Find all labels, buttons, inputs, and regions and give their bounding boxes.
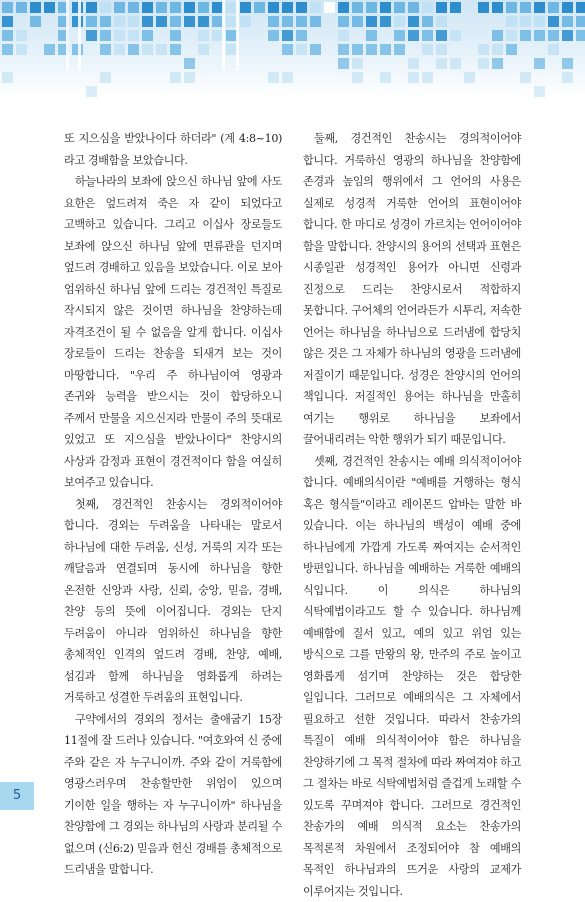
mosaic-tile: [408, 58, 419, 69]
mosaic-tile: [436, 30, 447, 41]
mosaic-tile: [436, 58, 447, 69]
mosaic-tile: [562, 72, 573, 83]
mosaic-tile: [184, 16, 195, 27]
mosaic-tile: [212, 2, 223, 13]
mosaic-tile: [450, 30, 461, 41]
paragraph: 하늘나라의 보좌에 앉으신 하나님 앞에 사도 요한은 엎드려져 죽은 자 같이 되었다고 고백하고 있습니다. 그리고 이십사 장로들도 보좌에 앉으신 하나님 앞에 면류관을 던지며 엎드려 경배하고 있음을 보았습니다. 이로 보아 엄위하신 하나님 앞에 드리는 경건적인 특질로 작시되지 않은 것이면 하나님을 찬양하는데 자격조건이 될 수 없음을 알게 합니다. 이십사 장로들이 드리는 찬송을 되새겨 보는 것이 마땅합니다. "우리 주 하나님이여 영광과 존귀와 능력을 받으시는 것이 합당하오니 주께서 만물을 지으신지라 만물이 주의 뜻대로 있었고 또 지으심을 받았나이다" 찬양시의 사상과 감정과 표현이 경건적이다 함을 여실히 보여주고 있습니다.: [64, 171, 282, 494]
mosaic-tile: [380, 72, 391, 83]
mosaic-tile: [2, 16, 13, 27]
mosaic-tile: [534, 58, 545, 69]
mosaic-tile: [128, 30, 139, 41]
mosaic-tile: [506, 2, 517, 13]
mosaic-tile: [310, 2, 321, 13]
mosaic-tile: [478, 58, 489, 69]
mosaic-tile: [142, 2, 153, 13]
mosaic-tile: [380, 2, 391, 13]
left-column: [64, 128, 282, 881]
mosaic-tile: [506, 44, 517, 55]
mosaic-tile: [534, 2, 545, 13]
mosaic-tile: [282, 16, 293, 27]
mosaic-tile: [324, 2, 335, 13]
banner-stripe: [236, 0, 239, 70]
mosaic-tile: [114, 2, 125, 13]
mosaic-tile: [394, 2, 405, 13]
mosaic-tile: [156, 2, 167, 13]
mosaic-tile: [422, 16, 433, 27]
mosaic-tile: [254, 2, 265, 13]
mosaic-tile: [506, 30, 517, 41]
mosaic-tile: [562, 30, 573, 41]
mosaic-tile: [492, 58, 503, 69]
mosaic-tile: [548, 44, 559, 55]
mosaic-tile: [44, 2, 55, 13]
mosaic-tile: [156, 16, 167, 27]
mosaic-tile: [352, 16, 363, 27]
mosaic-tile: [16, 44, 27, 55]
mosaic-tile: [212, 30, 223, 41]
mosaic-tile: [310, 16, 321, 27]
mosaic-tile: [562, 2, 573, 13]
mosaic-tile: [366, 2, 377, 13]
mosaic-tile: [352, 58, 363, 69]
mosaic-tile: [184, 2, 195, 13]
mosaic-tile: [282, 2, 293, 13]
mosaic-tile: [142, 44, 153, 55]
paragraph: 구약에서의 경외의 정서는 출애굽기 15장 11절에 잘 드러나 있습니다. "여호와여 신 중에 주와 같은 자 누구니이까. 주와 같이 거룩함에 영광스러우며 찬송할만한 위엄이 있으며 기이한 일을 행하는 자 누구니이까" 하나님을 찬양함에 그 경외는 하나님의 사랑과 분리될 수 없으며 (신6:2) 믿음과 헌신 경배를 총체적으로 드리냄을 말합니다.: [64, 709, 282, 881]
mosaic-tile: [198, 2, 209, 13]
banner-stripe: [66, 0, 69, 70]
mosaic-tile: [86, 2, 97, 13]
mosaic-tile: [408, 30, 419, 41]
mosaic-tile: [296, 2, 307, 13]
mosaic-tile: [562, 16, 573, 27]
paragraph: 첫째, 경건적인 찬송시는 경외적이어야 합니다. 경외는 두려움을 나타내는 말로서 하나님에 대한 두려움, 신성, 거룩의 지각 또는 깨달음과 연결되며 동시에 하나님을 향한 온전한 신앙과 사랑, 신뢰, 숭앙, 믿음, 경배, 찬양 등의 뜻에 이어집니다. 경외는 단지 두려움이 아니라 엄위하신 하나님을 향한 총체적인 인격의 엎드려 경배, 찬양, 예배, 섬김과 함께 하나님을 영화롭게 하려는 거룩하고 성결한 두려움의 표현입니다.: [64, 494, 282, 709]
paragraph: 셋째, 경건적인 찬송시는 예배 의식적이어야 합니다. 예배의식이란 "예배를 거행하는 형식 혹은 형식들"이라고 레이몬드 압바는 말한 바 있습니다. 이는 하나님의 백성이 예배 중에 하나님에게 가깝게 가도록 짜여지는 순서적인 방편입니다. 하나님을 예배하는 거룩한 예배의 식입니다. 이 의식은 하나님의 식탁예법이라고도 할 수 있습니다. 하나님께 예배함에 질서 있고, 예의 있고 위엄 있는 방식으로 그를 만왕의 왕, 만주의 주로 높이고 영화롭게 섬기며 찬양하는 것은 합당한 일입니다. 그러므로 예배의식은 그 자체에서 필요하고 선한 것입니다. 따라서 찬송가의 특질이 예배 의식적이어야 함은 하나님을 찬양하기에 그 목적 절차에 따라 짜여져야 하고 그 절차는 바로 식탁예법처럼 즐겁게 노래할 수 있도록 꾸며져야 합니다. 그러므로 경건적인 찬송가의 예배 의식적 요소는 찬송가의 목적론적 차원에서 조정되어야 참 예배의 목적인 하나님과의 뜨거운 사랑의 교제가 이루어지는 것입니다.: [303, 451, 521, 902]
mosaic-tile: [30, 2, 41, 13]
mosaic-tile: [352, 44, 363, 55]
mosaic-tile: [16, 2, 27, 13]
mosaic-tile: [520, 72, 531, 83]
mosaic-tile: [128, 2, 139, 13]
mosaic-tile: [548, 30, 559, 41]
mosaic-tile: [226, 2, 237, 13]
mosaic-tile: [520, 16, 531, 27]
mosaic-tile: [394, 16, 405, 27]
mosaic-tile: [2, 30, 13, 41]
mosaic-tile: [268, 2, 279, 13]
mosaic-tile: [310, 44, 321, 55]
mosaic-tile: [366, 30, 377, 41]
mosaic-tile: [520, 30, 531, 41]
mosaic-tile: [72, 44, 83, 55]
mosaic-tile: [100, 2, 111, 13]
mosaic-tile: [198, 44, 209, 55]
mosaic-tile: [170, 16, 181, 27]
mosaic-tile: [450, 2, 461, 13]
mosaic-tile: [520, 2, 531, 13]
mosaic-tile: [184, 72, 195, 83]
blue-mosaic-decoration: [0, 0, 585, 98]
mosaic-tile: [170, 72, 181, 83]
mosaic-tile: [86, 86, 97, 97]
mosaic-tile: [478, 44, 489, 55]
mosaic-tile: [30, 16, 41, 27]
mosaic-tile: [268, 72, 279, 83]
mosaic-tile: [282, 44, 293, 55]
mosaic-tile: [198, 16, 209, 27]
header-banner: [0, 0, 585, 98]
mosaic-tile: [226, 30, 237, 41]
banner-stripe: [222, 0, 225, 70]
mosaic-tile: [128, 44, 139, 55]
mosaic-tile: [492, 30, 503, 41]
right-column: [303, 128, 521, 902]
mosaic-tile: [100, 16, 111, 27]
mosaic-tile: [86, 16, 97, 27]
mosaic-tile: [408, 72, 419, 83]
paragraph: 또 지으심을 받았나이다 하더라" (계 4:8~10)라고 경배함을 보았습니다.: [64, 128, 282, 171]
mosaic-tile: [576, 16, 585, 27]
mosaic-tile: [338, 16, 349, 27]
mosaic-tile: [394, 30, 405, 41]
mosaic-tile: [114, 44, 125, 55]
mosaic-tile: [534, 86, 545, 97]
mosaic-tile: [436, 44, 447, 55]
mosaic-tile: [422, 2, 433, 13]
mosaic-tile: [338, 58, 349, 69]
mosaic-tile: [422, 44, 433, 55]
mosaic-tile: [100, 72, 111, 83]
mosaic-tile: [422, 72, 433, 83]
mosaic-tile: [184, 58, 195, 69]
mosaic-tile: [296, 44, 307, 55]
mosaic-tile: [422, 30, 433, 41]
mosaic-tile: [436, 16, 447, 27]
mosaic-tile: [114, 16, 125, 27]
mosaic-tile: [282, 72, 293, 83]
mosaic-tile: [562, 58, 573, 69]
mosaic-tile: [338, 44, 349, 55]
mosaic-tile: [156, 44, 167, 55]
mosaic-tile: [352, 72, 363, 83]
mosaic-tile: [86, 30, 97, 41]
mosaic-tile: [366, 44, 377, 55]
mosaic-tile: [366, 16, 377, 27]
mosaic-tile: [352, 2, 363, 13]
mosaic-tile: [338, 2, 349, 13]
mosaic-tile: [170, 30, 181, 41]
mosaic-tile: [380, 44, 391, 55]
mosaic-tile: [2, 72, 13, 83]
mosaic-tile: [44, 44, 55, 55]
mosaic-tile: [492, 44, 503, 55]
mosaic-tile: [226, 16, 237, 27]
mosaic-tile: [212, 16, 223, 27]
mosaic-tile: [170, 44, 181, 55]
page-number: 5: [0, 782, 34, 810]
mosaic-tile: [240, 16, 251, 27]
mosaic-tile: [72, 2, 83, 13]
mosaic-tile: [240, 2, 251, 13]
mosaic-tile: [394, 44, 405, 55]
mosaic-tile: [282, 30, 293, 41]
mosaic-tile: [16, 30, 27, 41]
mosaic-tile: [170, 2, 181, 13]
mosaic-tile: [100, 30, 111, 41]
paragraph: 둘째, 경건적인 찬송시는 경의적이어야 합니다. 거룩하신 영광의 하나님을 찬양함에 존경과 높임의 행위에서 그 언어의 사용은 실제로 성경적 거룩한 언어의 표현이어야 합니다. 한 마디로 성경이 가르치는 언어이어야 함을 말합니다. 찬양시의 용어의 선택과 표현은 시종일관 성경적인 용어가 아니면 신령과 진정으로 드리는 찬양시로서 적합하지 못합니다. 구어체의 언어라든가 시투리, 저속한 언어는 하나님을 하나님으로 드러냄에 합당치 않은 것은 그 자체가 하나님의 영광을 드러냄에 저질이기 때문입니다. 성경은 찬양시의 언어의 책입니다. 저질적인 용어는 하나님을 만홀히 여기는 행위로 하나님을 보좌에서 끌어내리려는 악한 행위가 되기 때문입니다.: [303, 128, 521, 451]
mosaic-tile: [548, 16, 559, 27]
mosaic-tile: [142, 16, 153, 27]
mosaic-tile: [478, 2, 489, 13]
banner-stripe: [78, 0, 81, 70]
mosaic-tile: [534, 30, 545, 41]
mosaic-tile: [576, 30, 585, 41]
mosaic-tile: [142, 30, 153, 41]
mosaic-tile: [2, 44, 13, 55]
mosaic-tile: [408, 16, 419, 27]
mosaic-tile: [296, 16, 307, 27]
mosaic-tile: [100, 44, 111, 55]
mosaic-tile: [534, 16, 545, 27]
mosaic-tile: [2, 2, 13, 13]
mosaic-tile: [492, 2, 503, 13]
mosaic-tile: [268, 16, 279, 27]
mosaic-tile: [114, 30, 125, 41]
mosaic-tile: [450, 58, 461, 69]
mosaic-tile: [548, 2, 559, 13]
mosaic-tile: [408, 2, 419, 13]
mosaic-tile: [464, 72, 475, 83]
mosaic-tile: [576, 2, 585, 13]
mosaic-tile: [380, 16, 391, 27]
mosaic-tile: [128, 16, 139, 27]
mosaic-tile: [436, 2, 447, 13]
mosaic-tile: [198, 30, 209, 41]
mosaic-tile: [226, 44, 237, 55]
mosaic-tile: [338, 30, 349, 41]
mosaic-tile: [72, 16, 83, 27]
mosaic-tile: [268, 30, 279, 41]
mosaic-tile: [506, 16, 517, 27]
mosaic-tile: [296, 30, 307, 41]
